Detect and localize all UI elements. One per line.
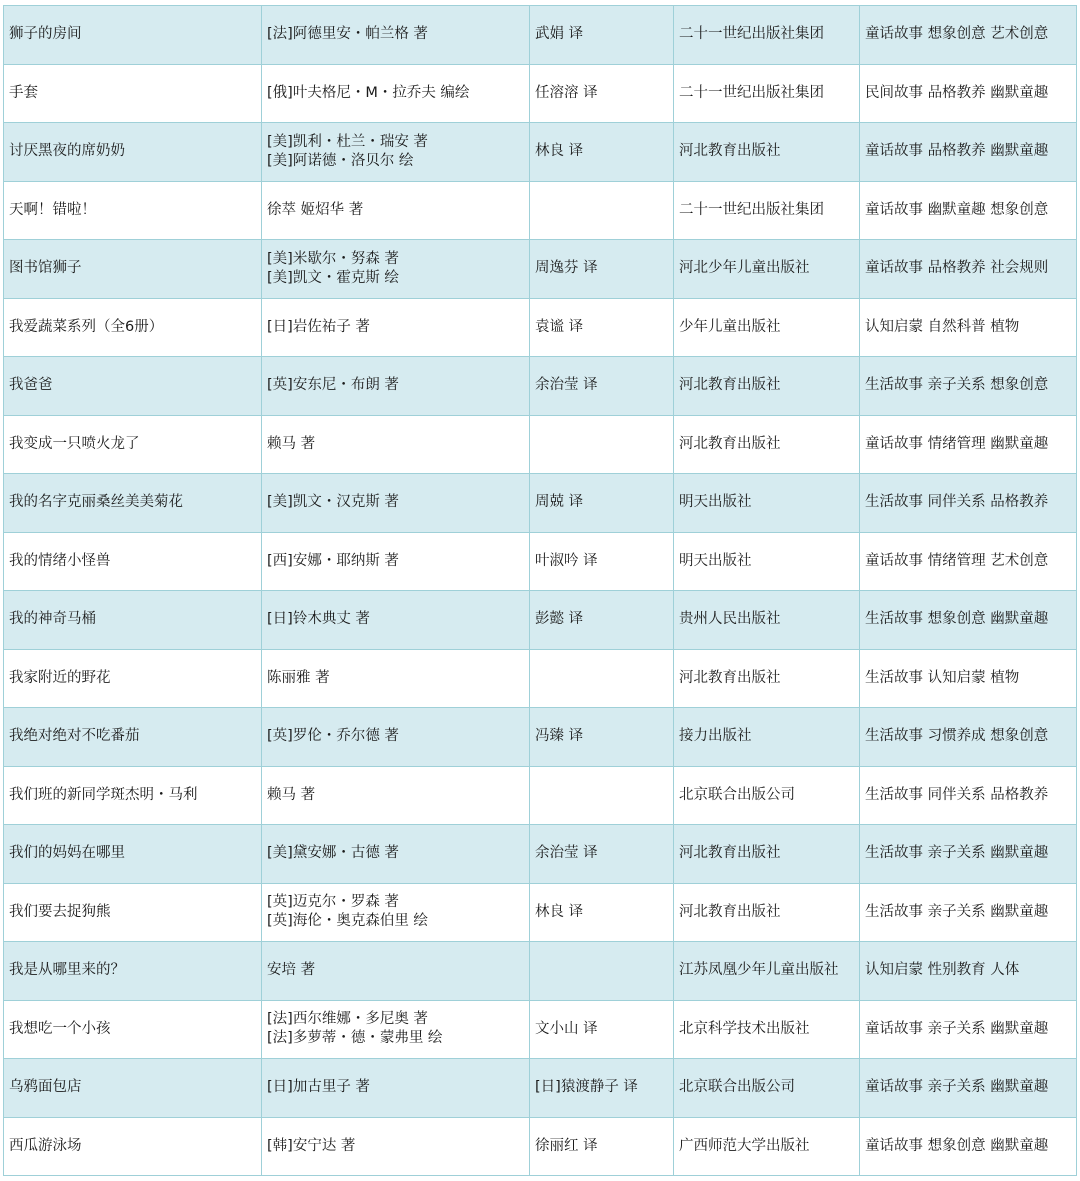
author-cell [262,6,530,65]
table-row [4,708,1077,767]
tags-cell: 童话故事 想象创意 幽默童趣 [860,1117,1077,1176]
book-title-cell: 我家附近的野花 [4,649,262,708]
tags-cell: 生活故事 亲子关系 幽默童趣 [860,883,1077,942]
tags-cell: 生活故事 亲子关系 想象创意 [860,357,1077,416]
translator-cell: 林良 译 [530,123,674,182]
author-line: 赖马 著 [267,786,316,803]
publisher-cell: 北京联合出版公司 [674,1059,860,1118]
translator-cell: 冯臻 译 [530,708,674,767]
book-title-cell: 我是从哪里来的？ [4,942,262,1001]
author-cell [262,474,530,533]
author-cell [262,123,530,182]
author-line: 安培 著 [267,962,316,979]
illustrator-line: [法]多萝蒂・德・蒙弗里 绘 [267,1030,443,1047]
translator-cell: 袁谧 译 [530,298,674,357]
table-row [4,1000,1077,1059]
translator-cell: 余治莹 译 [530,357,674,416]
tags-cell: 童话故事 品格教养 幽默童趣 [860,123,1077,182]
author-line: [法]西尔维娜・多尼奥 著 [267,1011,428,1028]
table-row [4,298,1077,357]
table-row [4,591,1077,650]
tags-cell: 生活故事 习惯养成 想象创意 [860,708,1077,767]
publisher-cell: 贵州人民出版社 [674,591,860,650]
author-line: [美]凯文・汉克斯 著 [267,494,399,511]
table-row [4,649,1077,708]
table-row [4,181,1077,240]
author-cell [262,532,530,591]
picture-book-table [3,5,1077,1176]
publisher-cell: 北京科学技术出版社 [674,1000,860,1059]
author-line: [俄]叶夫格尼・M・拉乔夫 编绘 [267,84,470,101]
translator-cell [530,181,674,240]
tags-cell: 童话故事 品格教养 社会规则 [860,240,1077,299]
table-row [4,1059,1077,1118]
translator-cell: 叶淑吟 译 [530,532,674,591]
publisher-cell: 明天出版社 [674,532,860,591]
author-line: [日]岩佐祐子 著 [267,318,370,335]
author-cell [262,591,530,650]
tags-cell: 童话故事 情绪管理 幽默童趣 [860,415,1077,474]
publisher-cell: 河北教育出版社 [674,825,860,884]
book-title-cell: 西瓜游泳场 [4,1117,262,1176]
author-line: [英]罗伦・乔尔德 著 [267,728,399,745]
book-title-cell: 我们班的新同学斑杰明・马利 [4,766,262,825]
table-row [4,825,1077,884]
tags-cell: 生活故事 同伴关系 品格教养 [860,766,1077,825]
publisher-cell: 明天出版社 [674,474,860,533]
table-row [4,64,1077,123]
tags-cell: 童话故事 亲子关系 幽默童趣 [860,1000,1077,1059]
author-cell [262,649,530,708]
author-cell [262,766,530,825]
book-title-cell: 我的名字克丽桑丝美美菊花 [4,474,262,533]
author-line: [西]安娜・耶纳斯 著 [267,552,399,569]
author-line: [英]安东尼・布朗 著 [267,377,399,394]
illustrator-line: [英]海伦・奥克森伯里 绘 [267,913,428,930]
author-cell [262,1059,530,1118]
publisher-cell: 二十一世纪出版社集团 [674,6,860,65]
table-row [4,123,1077,182]
illustrator-line: [美]凯文・霍克斯 绘 [267,269,399,286]
publisher-cell: 广西师范大学出版社 [674,1117,860,1176]
tags-cell: 生活故事 想象创意 幽默童趣 [860,591,1077,650]
illustrator-line: [美]阿诺德・洛贝尔 绘 [267,152,414,169]
author-line: 徐萃 姬炤华 著 [267,201,364,218]
tags-cell: 童话故事 想象创意 艺术创意 [860,6,1077,65]
author-cell [262,1117,530,1176]
tags-cell: 童话故事 亲子关系 幽默童趣 [860,1059,1077,1118]
table-body [4,6,1077,1176]
table-row [4,6,1077,65]
publisher-cell: 少年儿童出版社 [674,298,860,357]
table-row [4,415,1077,474]
author-cell [262,181,530,240]
book-title-cell: 我绝对绝对不吃番茄 [4,708,262,767]
author-line: [韩]安宁达 著 [267,1137,356,1154]
publisher-cell: 河北教育出版社 [674,123,860,182]
book-title-cell: 我的情绪小怪兽 [4,532,262,591]
book-title-cell: 我的神奇马桶 [4,591,262,650]
book-title-cell: 我爱蔬菜系列（全6册） [4,298,262,357]
author-line: [法]阿德里安・帕兰格 著 [267,26,428,43]
publisher-cell: 河北教育出版社 [674,883,860,942]
author-line: 赖马 著 [267,435,316,452]
author-cell [262,825,530,884]
book-title-cell: 讨厌黑夜的席奶奶 [4,123,262,182]
tags-cell: 认知启蒙 自然科普 植物 [860,298,1077,357]
author-cell [262,1000,530,1059]
translator-cell: 武娟 译 [530,6,674,65]
publisher-cell: 河北教育出版社 [674,649,860,708]
publisher-cell: 河北教育出版社 [674,357,860,416]
translator-cell [530,649,674,708]
publisher-cell: 江苏凤凰少年儿童出版社 [674,942,860,1001]
author-cell [262,708,530,767]
translator-cell: 林良 译 [530,883,674,942]
book-title-cell: 天啊！错啦！ [4,181,262,240]
author-cell [262,883,530,942]
table-row [4,766,1077,825]
translator-cell: 周兢 译 [530,474,674,533]
tags-cell: 童话故事 幽默童趣 想象创意 [860,181,1077,240]
author-cell [262,415,530,474]
publisher-cell: 接力出版社 [674,708,860,767]
translator-cell [530,766,674,825]
book-title-cell: 我们的妈妈在哪里 [4,825,262,884]
table-row [4,357,1077,416]
translator-cell: 徐丽红 译 [530,1117,674,1176]
author-line: [日]铃木典丈 著 [267,611,370,628]
author-line: [美]黛安娜・古德 著 [267,845,399,862]
table-row [4,532,1077,591]
book-title-cell: 狮子的房间 [4,6,262,65]
author-line: 陈丽雅 著 [267,669,330,686]
publisher-cell: 河北教育出版社 [674,415,860,474]
author-line: [英]迈克尔・罗森 著 [267,894,399,911]
author-line: [美]凯利・杜兰・瑞安 著 [267,133,428,150]
author-line: [美]米歇尔・努森 著 [267,250,399,267]
author-cell [262,240,530,299]
book-title-cell: 乌鸦面包店 [4,1059,262,1118]
translator-cell [530,415,674,474]
author-cell [262,357,530,416]
translator-cell: 彭懿 译 [530,591,674,650]
translator-cell: 文小山 译 [530,1000,674,1059]
publisher-cell: 河北少年儿童出版社 [674,240,860,299]
publisher-cell: 北京联合出版公司 [674,766,860,825]
book-title-cell: 手套 [4,64,262,123]
book-title-cell: 图书馆狮子 [4,240,262,299]
book-title-cell: 我想吃一个小孩 [4,1000,262,1059]
tags-cell: 生活故事 认知启蒙 植物 [860,649,1077,708]
translator-cell: 余治莹 译 [530,825,674,884]
tags-cell: 童话故事 情绪管理 艺术创意 [860,532,1077,591]
book-title-cell: 我变成一只喷火龙了 [4,415,262,474]
table-row [4,474,1077,533]
book-title-cell: 我爸爸 [4,357,262,416]
author-cell [262,298,530,357]
tags-cell: 民间故事 品格教养 幽默童趣 [860,64,1077,123]
translator-cell: [日]猿渡静子 译 [530,1059,674,1118]
table-row [4,883,1077,942]
table-row [4,240,1077,299]
publisher-cell: 二十一世纪出版社集团 [674,64,860,123]
author-line: [日]加古里子 著 [267,1079,370,1096]
translator-cell: 任溶溶 译 [530,64,674,123]
tags-cell: 认知启蒙 性别教育 人体 [860,942,1077,1001]
table-row [4,942,1077,1001]
author-cell [262,64,530,123]
author-cell [262,942,530,1001]
publisher-cell: 二十一世纪出版社集团 [674,181,860,240]
translator-cell [530,942,674,1001]
table-row [4,1117,1077,1176]
book-title-cell: 我们要去捉狗熊 [4,883,262,942]
tags-cell: 生活故事 亲子关系 幽默童趣 [860,825,1077,884]
tags-cell: 生活故事 同伴关系 品格教养 [860,474,1077,533]
translator-cell: 周逸芬 译 [530,240,674,299]
